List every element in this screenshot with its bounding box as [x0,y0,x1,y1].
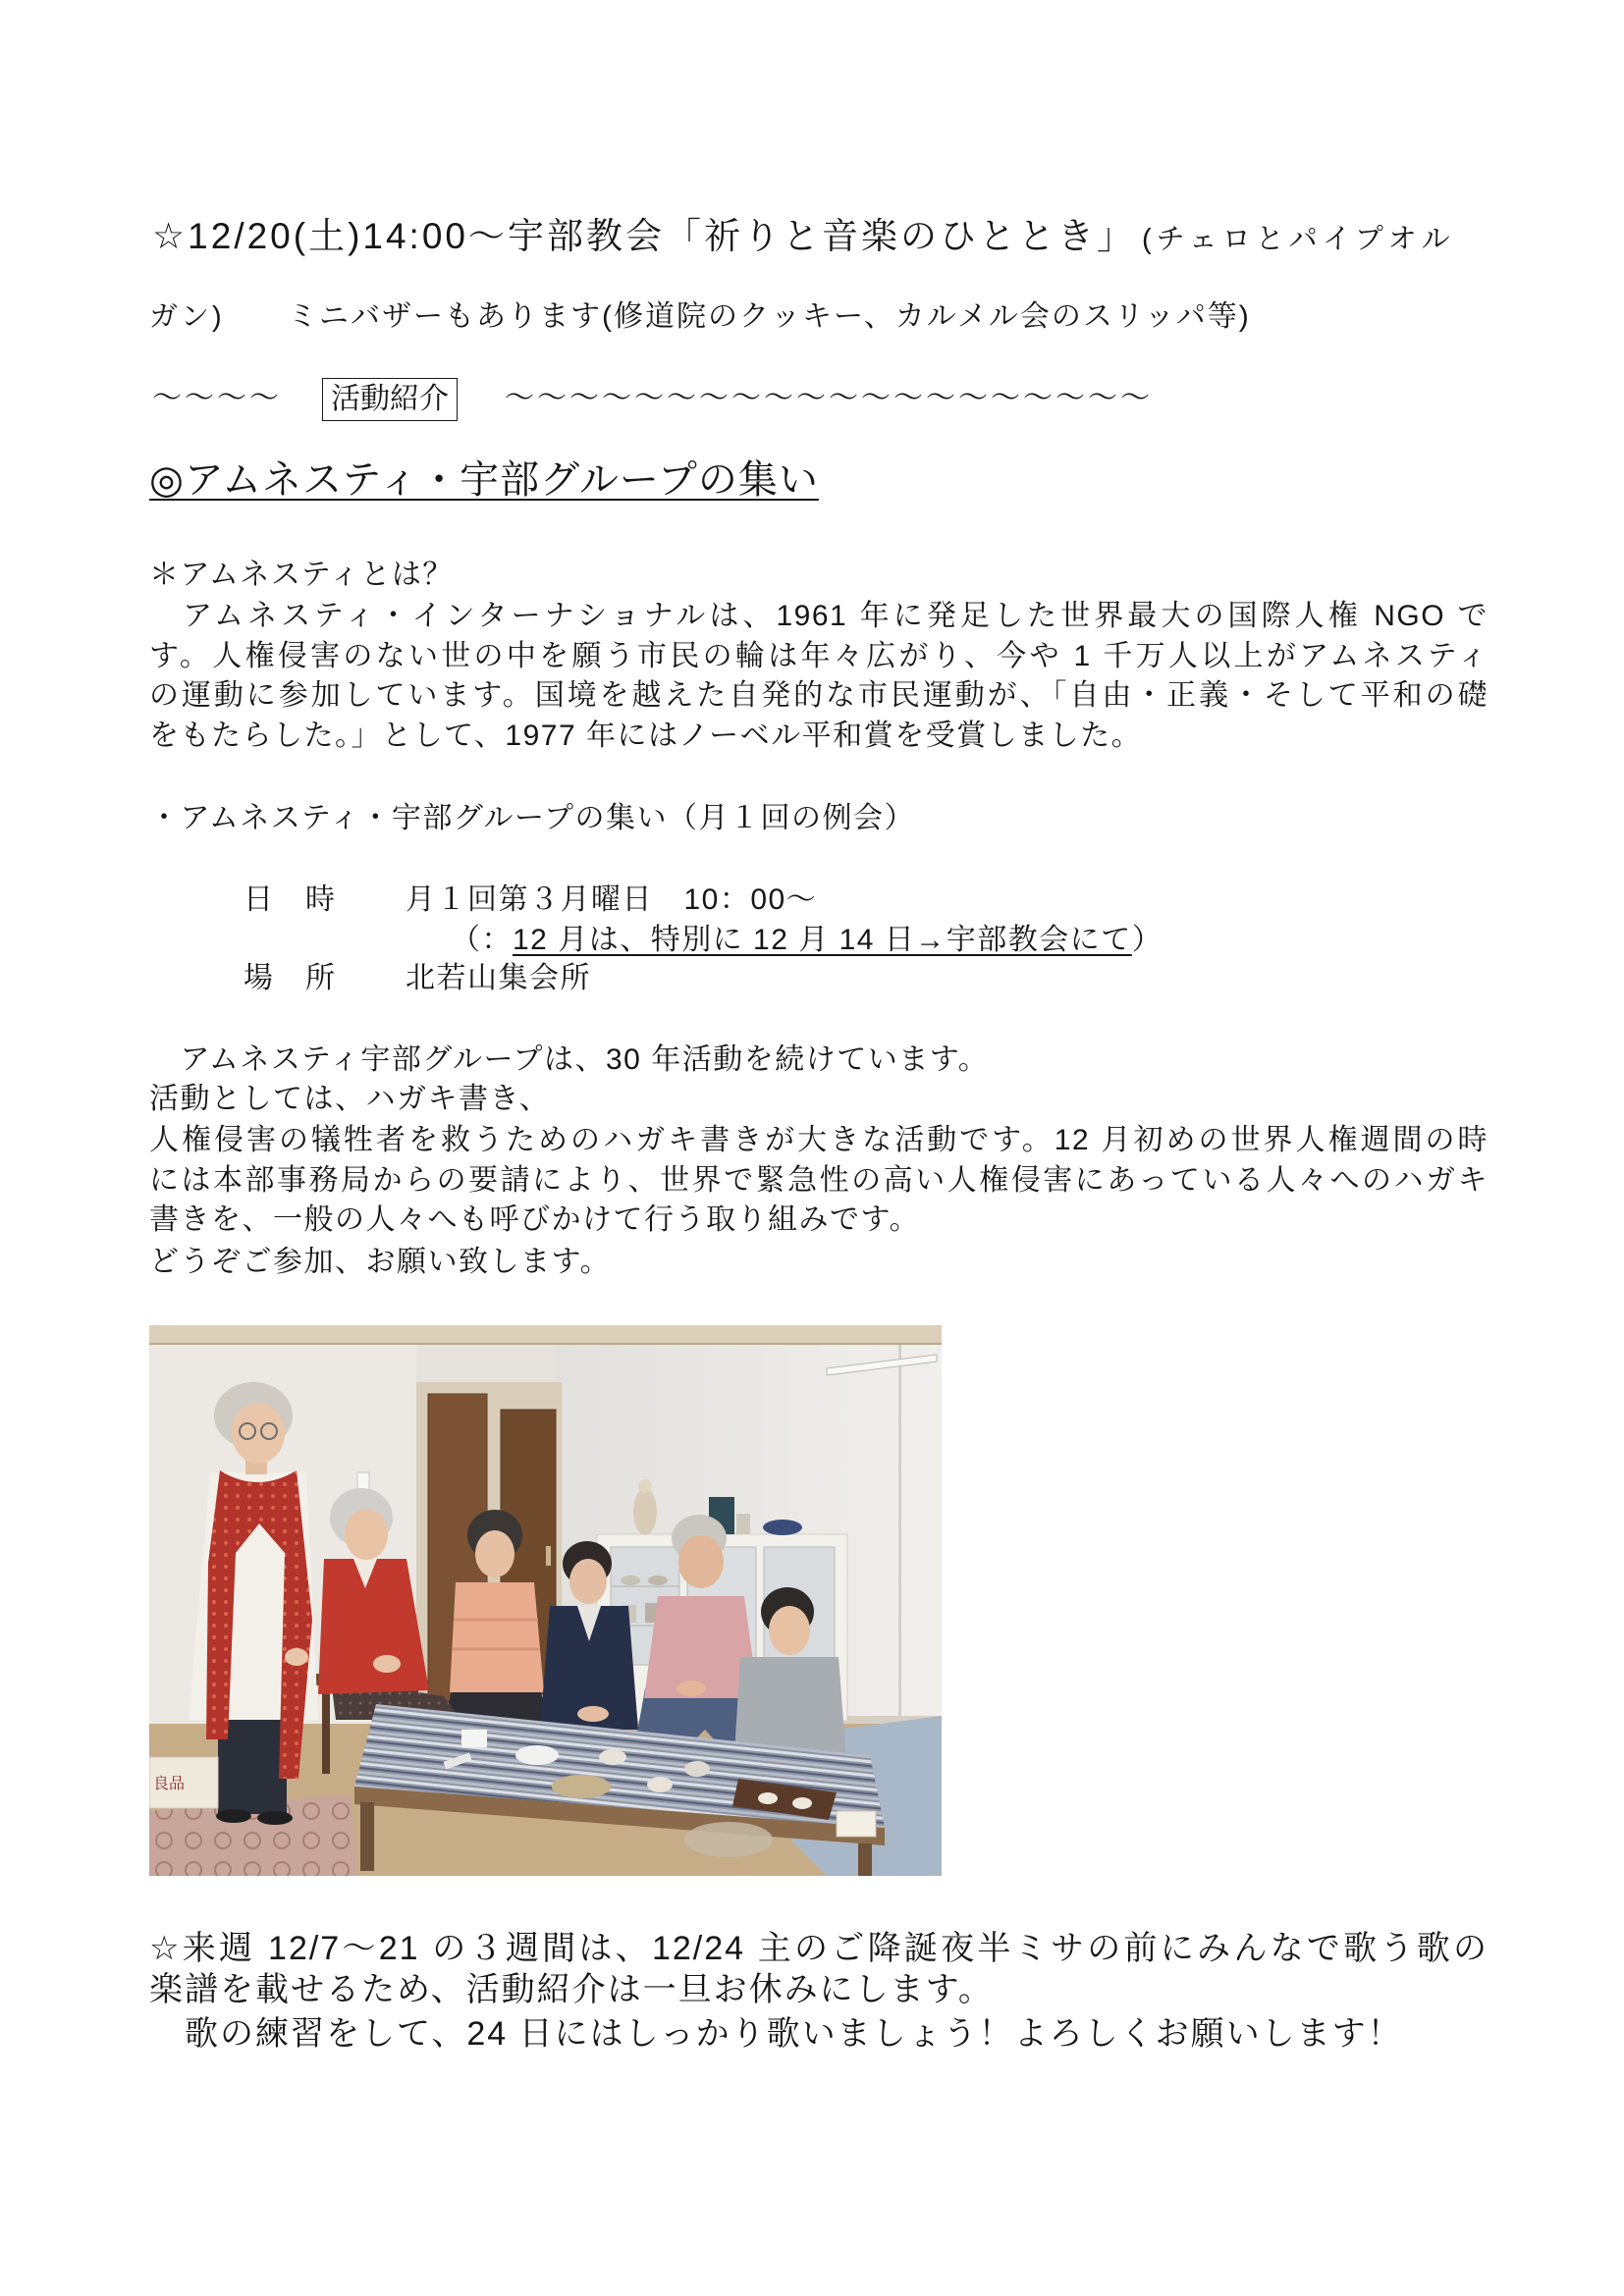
note-close: ） [1131,924,1164,956]
about-title: ＊アムネスティとは？ [149,559,454,591]
face [769,1606,810,1655]
statue [633,1488,657,1535]
divider-left-tilde: ～～～～ [152,382,282,414]
activities-line: 活動としては、ハガキ書き、 [149,1083,551,1115]
bazaar-text: ミニバザーもあります [288,300,602,333]
meeting-date-label: 日 時 [244,883,337,916]
meeting-place-row [244,959,591,998]
activities-line: 書きを、一般の人々へも呼びかけて行う取り組みです。 [149,1203,921,1236]
bowl [515,1745,559,1765]
bag-print: 良品 [153,1776,186,1792]
december-special-date: 12 月は、特別に 12 月 14 日→宇部教会にて [513,924,1132,956]
notice-line: ☆来週 12/7～21 の３週間は、12/24 主のご降誕夜半ミサの前にみんなで歌う歌の [149,1930,1489,1967]
shopping-bag [149,1757,218,1808]
activities-line: アムネスティ宇部グループは、30 年活動を続けています。 [149,1043,990,1076]
section-title: ◎アムネスティ・宇部グループの集い [149,458,819,502]
meeting-date-row [244,881,817,920]
notice-line: 歌の練習をして、24 日にはしっかり歌いましょう！よろしくお願いします！ [149,2015,1403,2053]
note-open: （： [451,924,513,956]
activities-line: 人権侵害の犠牲者を救うためのハガキ書きが大きな活動です。12 月初めの世界人権週間の時 [149,1124,1489,1156]
bowl [763,1520,802,1535]
meeting-date-value: 月１回第３月曜日 10：00～ [406,883,818,916]
meeting-place-value: 北若山集会所 [406,962,591,994]
about-line: をもたらした。」として、1977 年にはノーベル平和賞を受賞しました。 [149,720,1143,752]
group-photo-illustration [149,1325,942,1876]
activities-line: どうぞご参加、お願い致します。 [149,1246,612,1278]
event-subtitle-start: (チェロとパイプオル [1142,224,1455,255]
glass-bowl [684,1822,773,1857]
bazaar-items: (修道院のクッキー、カルメル会のスリッパ等) [602,300,1251,333]
event-bazaar-line [288,297,1251,337]
face [475,1530,514,1577]
notice-line: 楽譜を載せるため、活動紹介は一旦お休みにします。 [149,1971,994,2008]
notebook [837,1811,876,1837]
group-photo [149,1325,942,1876]
about-line: す。人権侵害のない世の中を願う市民の輪は年々広がり、今や 1 千万人以上がアムネスティ [149,640,1489,672]
plate [552,1775,611,1798]
tissue-box [461,1730,487,1747]
about-line: アムネスティ・インターナショナルは、1961 年に発足した世界最大の国際人権 NGO で [149,600,1489,632]
activities-line: には本部事務局からの要請により、世界で緊急性の高い人権侵害にあっている人々へのハガキ [149,1164,1489,1197]
meeting-title: ・アムネスティ・宇部グループの集い（月１回の例会） [149,802,915,834]
about-line: の運動に参加しています。国境を越えた自発的な市民運動が、「自由・正義・そして平和の礎 [149,679,1489,712]
event-title: ☆12/20(土)14:00～宇部教会「祈りと音楽のひととき」 [152,216,1136,256]
meeting-place-label: 場 所 [244,962,337,994]
activity-intro-label-box: 活動紹介 [322,378,458,421]
divider-right-tilde: ～～～～～～～～～～～～～～～～～～～～ [505,382,1153,414]
face [569,1559,607,1604]
event-announcement-line1 [152,215,1455,261]
teacup [599,1749,626,1765]
event-subtitle-end: ガン) [149,301,225,333]
teacup [684,1761,710,1777]
face [678,1535,724,1588]
face [345,1509,388,1560]
teacup [647,1777,673,1792]
meeting-date-note [451,921,1163,960]
